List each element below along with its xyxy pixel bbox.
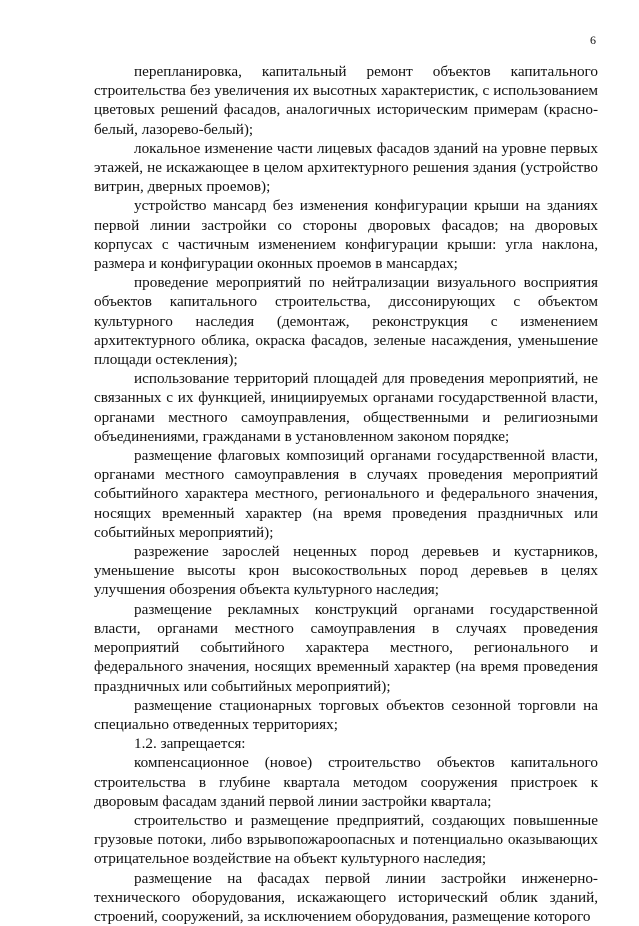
- paragraph-square-usage: использование территорий площадей для проведения мероприятий, не связанных с их функцией, инициируемых органами государственной власти, органами местного самоуправления, общественными и религиозными объединениями, гражданами в установленном законом порядке;: [94, 370, 598, 445]
- paragraph-compensatory-construction: компенсационное (новое) строительство объектов капитального строительства в глубине квартала методом сооружения пристроек к дворовым фасадам зданий первой линии застройки квартала;: [94, 754, 598, 810]
- paragraph-visual-neutralization: проведение мероприятий по нейтрализации визуального восприятия объектов капитального строительства, диссонирующих с объектом культурного наследия (демонтаж, реконструкция с изменением архитектурного облика, окраска фасадов, зеленые насаждения, уменьшение площади остекления);: [94, 274, 598, 369]
- paragraph-redevelopment: перепланировка, капитальный ремонт объектов капитального строительства без увеличения их высотных характеристик, с использованием цветовых решений фасадов, аналогичных историческим примерам (красно-белый, лазорево-белый);: [94, 63, 598, 138]
- paragraph-flag-compositions: размещение флаговых композиций органами государственной власти, органами местного самоуправления в случаях проведения мероприятий событийного характера местного, регионального и федерального значения, носящих временный характер (на время проведения праздничных или событийных мероприятий);: [94, 447, 598, 541]
- paragraph-advertising-structures: размещение рекламных конструкций органами государственной власти, органами местного самоуправления в случаях проведения мероприятий событийного характера местного, регионального и федерального значения, носящих временный характер (на время проведения праздничных или событийных мероприятий);: [94, 600, 598, 695]
- document-body: [94, 62, 598, 926]
- paragraph-hazardous-enterprises: строительство и размещение предприятий, создающих повышенные грузовые потоки, либо взрывопожароопасных и потенциально оказывающих отрицательное воздействие на объект культурного наследия;: [94, 811, 598, 868]
- page-number: 6: [590, 33, 596, 47]
- paragraph-tree-thinning: разрежение зарослей неценных пород деревьев и кустарников, уменьшение высоты крон высокоствольных пород деревьев в целях улучшения обозрения объекта культурного наследия;: [94, 543, 598, 599]
- paragraph-local-facade-change: локальное изменение части лицевых фасадов зданий на уровне первых этажей, не искажающее в целом архитектурного решения здания (устройство витрин, дверных проемов);: [94, 139, 598, 196]
- paragraph-seasonal-trade: размещение стационарных торговых объектов сезонной торговли на специально отведенных территориях;: [94, 696, 598, 733]
- paragraph-engineering-equipment: размещение на фасадах первой линии застройки инженерно-технического оборудования, искажающего исторический облик зданий, строений, сооружений, за исключением оборудования, размещение которого: [94, 869, 598, 925]
- section-heading-prohibited: 1.2. запрещается:: [134, 735, 246, 753]
- paragraph-attic-construction: устройство мансард без изменения конфигурации крыши на зданиях первой линии застройки со стороны дворовых фасадов; на дворовых корпусах с частичным изменением конфигурации крыши: угла наклона, размера и конфигурации оконных проемов в мансардах;: [94, 197, 598, 273]
